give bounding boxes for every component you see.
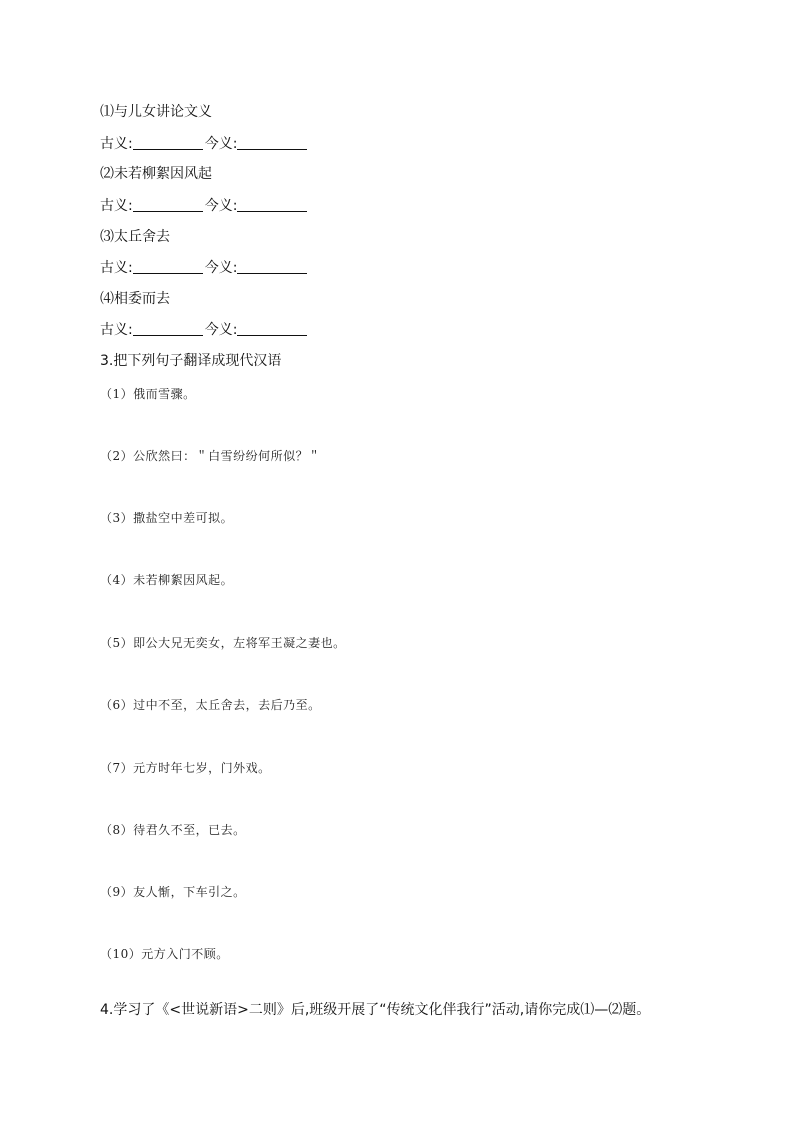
vocab-item-answer-row bbox=[100, 196, 309, 216]
modern-meaning-blank[interactable] bbox=[237, 321, 307, 336]
ancient-meaning-blank[interactable] bbox=[133, 197, 203, 212]
modern-meaning-label: 今义: bbox=[204, 136, 238, 152]
translation-sentence: （9）友人惭，下车引之。 bbox=[100, 885, 246, 899]
ancient-meaning-blank[interactable] bbox=[133, 259, 203, 274]
ancient-meaning-label: 古义: bbox=[100, 322, 133, 338]
modern-meaning-blank[interactable] bbox=[237, 259, 307, 274]
translation-sentence: （8）待君久不至，已去。 bbox=[100, 823, 246, 837]
translation-sentence: （5）即公大兄无奕女，左将军王凝之妻也。 bbox=[100, 636, 346, 650]
translation-sentence: （2）公欣然曰：＂白雪纷纷何所似？＂ bbox=[100, 449, 321, 463]
modern-meaning-label: 今义: bbox=[204, 322, 238, 338]
modern-meaning-blank[interactable] bbox=[237, 197, 307, 212]
ancient-meaning-blank[interactable] bbox=[133, 321, 203, 336]
vocab-item-title: ⑴与儿女讲论文义 bbox=[100, 104, 212, 120]
section-4-intro: 4.学习了《<世说新语>二则》后,班级开展了“传统文化伴我行”活动,请你完成⑴—⑵题。 bbox=[100, 1002, 651, 1018]
modern-meaning-label: 今义: bbox=[204, 260, 238, 276]
vocab-item-answer-row bbox=[100, 258, 309, 278]
ancient-meaning-label: 古义: bbox=[100, 136, 133, 152]
section-3-heading: 3.把下列句子翻译成现代汉语 bbox=[100, 353, 282, 369]
ancient-meaning-blank[interactable] bbox=[133, 135, 203, 150]
ancient-meaning-label: 古义: bbox=[100, 260, 133, 276]
vocab-item-title: ⑶太丘舍去 bbox=[100, 229, 170, 245]
vocab-item-answer-row bbox=[100, 134, 309, 154]
ancient-meaning-label: 古义: bbox=[100, 198, 133, 214]
translation-sentence: （3）撒盐空中差可拟。 bbox=[100, 511, 234, 525]
translation-sentence: （4）未若柳絮因风起。 bbox=[100, 573, 234, 587]
vocab-item-title: ⑵未若柳絮因风起 bbox=[100, 166, 212, 182]
translation-sentence: （6）过中不至，太丘舍去，去后乃至。 bbox=[100, 698, 321, 712]
translation-sentence: （1）俄而雪骤。 bbox=[100, 387, 196, 401]
vocab-item-title: ⑷相委而去 bbox=[100, 291, 170, 307]
modern-meaning-blank[interactable] bbox=[237, 135, 307, 150]
translation-sentence: （10）元方入门不顾。 bbox=[100, 947, 229, 961]
translation-sentence: （7）元方时年七岁，门外戏。 bbox=[100, 761, 271, 775]
modern-meaning-label: 今义: bbox=[204, 198, 238, 214]
vocab-item-answer-row bbox=[100, 320, 309, 340]
